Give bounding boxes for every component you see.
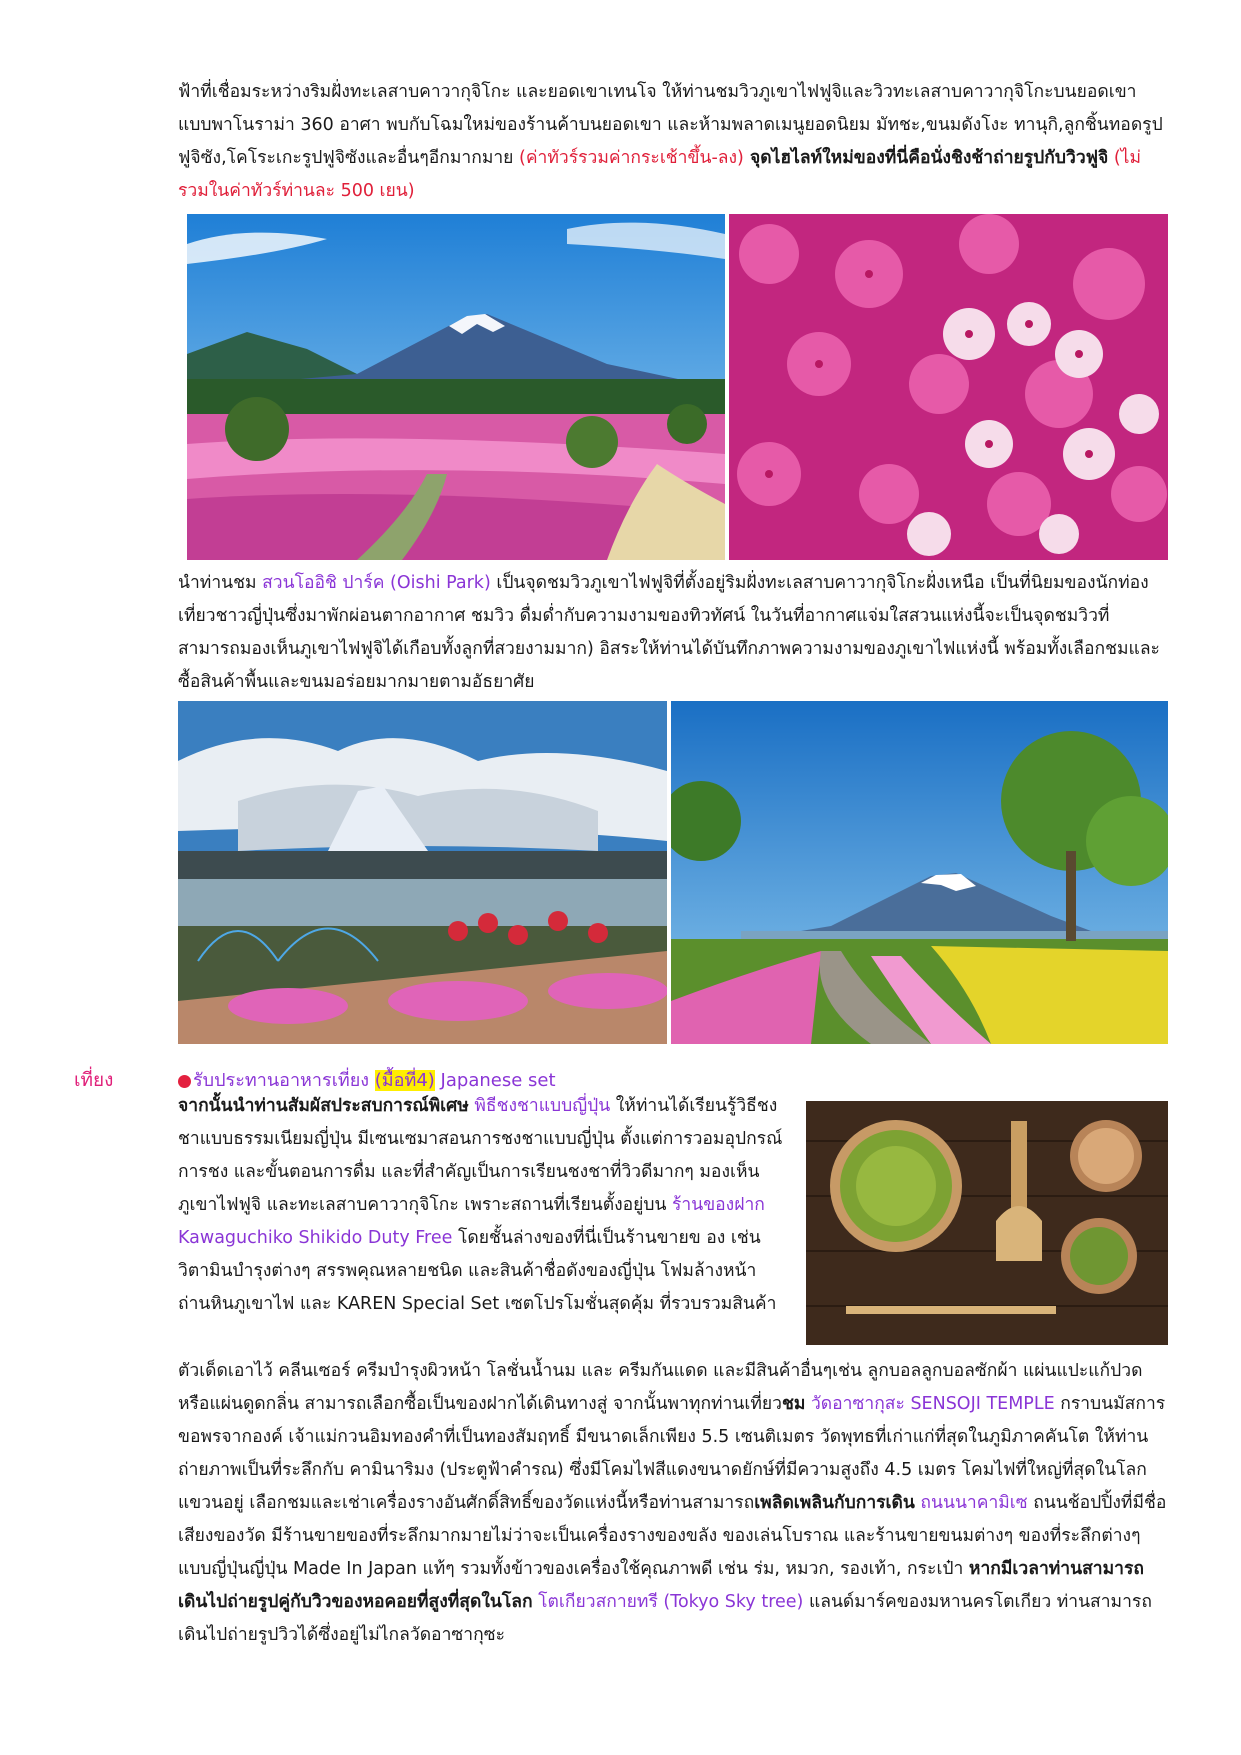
photo-fuji-shibazakura: [187, 214, 725, 560]
nakamise-link: ถนนนาคามิเซ: [914, 1493, 1028, 1513]
oishi-park-link: สวนโออิชิ ปาร์ค (Oishi Park): [262, 573, 491, 593]
tea-ceremony-paragraph: [178, 1090, 788, 1321]
photo-matcha-set: [806, 1101, 1168, 1345]
cont-bold-1: ชม: [781, 1394, 806, 1414]
plate-icon: [178, 1075, 191, 1088]
tokyo-skytree-link: โตเกียวสกายทรี (Tokyo Sky tree): [532, 1592, 804, 1612]
oishi-pre: นำท่านชม: [178, 573, 263, 593]
photo-oishi-park-tulips: [178, 701, 667, 1044]
cont-text-4: แลนด์มาร์คของมหานครโตเกียว ท่านสามารถเดินไปถ่ายรูปวิวได้ซึ่งอยู่ไม่ไกลวัดอาซากุซะ: [178, 1592, 1152, 1645]
shikido-duty-free-link: ร้านของฝาก Kawaguchiko Shikido Duty Free: [178, 1195, 765, 1248]
cont-text-3: ถนนช้อปปิ้งที่มีชื่อเสียงของวัด มีร้านขายของที่ระลึกมากมายไม่ว่าจะเป็นเครื่องรางของขลัง ของเล่นโบราณ และร้านขายขนมต่างๆ ของที่ระลึกต่างๆแบบญี่ปุ่นญี่ปุ่น Made In Japan แท้ๆ รวมทั้งข้าวของเครื่องใช้คุณภาพดี เช่น ร่ม, หมวก, รองเท้า, กระเป๋า: [178, 1493, 1167, 1579]
tea-text-1: ให้ท่านได้เรียนรู้วิธีชงชาแบบธรรมเนียมญี่ปุ่น มีเซนเซมาสอนการชงชาแบบญี่ปุ่น ตั้งแต่การวอมอุปกรณ์ การชง และขั้นตอนการดื่ม และที่สำคัญเป็นการเรียนชงชาที่วิวดีมากๆ มองเห็นภูเขาไฟฟูจิ และทะเลสาบคาวากุจิโกะ เพราะสถานที่เรียนตั้งอยู่บน: [178, 1096, 783, 1215]
photo-pink-phlox: [729, 214, 1168, 560]
cont-bold-2: เพลิดเพลินกับการเดิน: [754, 1493, 915, 1513]
swing-price-note: (ไม่รวมในค่าทัวร์ท่านละ 500 เยน): [178, 148, 1142, 201]
cont-bold-3: หากมีเวลาท่านสามารถเดินไปถ่ายรูปคู่กับวิวของหอคอยที่สูงที่สุดในโลก: [178, 1559, 1144, 1612]
cable-car-note: (ค่าทัวร์รวมค่ากระเช้าขึ้น-ลง): [519, 148, 744, 168]
oishi-park-paragraph: [178, 567, 1168, 699]
photo-oishi-park-path: [671, 701, 1168, 1044]
lunch-time-label: เที่ยง: [74, 1069, 114, 1091]
cont-text-1: ตัวเด็ดเอาไว้ คลีนเซอร์ ครีมบำรุงผิวหน้า โลชั่นน้ำนม และ ครีมกันแดด และมีสินค้าอื่นๆเช่น ลูกบอลลูกบอลซักผ้า แผ่นแปะแก้ปวด หรือแผ่นดูดกลิ่น สามารถเลือกซื้อเป็นของฝากได้เดินทางสู่ จากนั้นพาทุกท่านเที่ยว: [178, 1361, 1143, 1414]
tea-intro-bold: จากนั้นนำท่านสัมผัสประสบการณ์พิเศษ: [178, 1096, 469, 1116]
lunch-pre: รับประทานอาหารเที่ยง: [193, 1070, 375, 1091]
meal-number-badge: (มื้อที่4): [374, 1070, 435, 1091]
tea-ceremony-link: พิธีชงชาแบบญี่ปุ่น: [468, 1096, 611, 1116]
highlight-swing: จุดไฮไลท์ใหม่ของที่นี่คือนั่งชิงช้าถ่ายรูปกับวิวฟูจิ: [743, 148, 1109, 168]
intro-text: ฟ้าที่เชื่อมระหว่างริมฝั่งทะเลสาบคาวากุจิโกะ และยอดเขาเทนโจ ให้ท่านชมวิวภูเขาไฟฟูจิและวิวทะเลสาบคาวากุจิโกะบนยอดเขาแบบพาโนราม่า 360 อาศา พบกับโฉมใหม่ของร้านค้าบนยอดเขา และห้ามพลาดเมนูยอดนิยม มัทชะ,ขนมดังโงะ ทานุกิ,ลูกชิ้นทอดรูปฟูจิซัง,โคโระเกะรูปฟูจิซังและอื่นๆอีกมากมาย: [178, 82, 1163, 168]
oishi-text: เป็นจุดชมวิวภูเขาไฟฟูจิที่ตั้งอยู่ริมฝั่งทะเลสาบคาวากุจิโกะฝั่งเหนือ เป็นที่นิยมของนักท่องเที่ยวชาวญี่ปุ่นซึ่งมาพักผ่อนตากอากาศ ชมวิว ดื่มด่ำกับความงามของทิวทัศน์ ในวันที่อากาศแจ่มใสสวนแห่งนี้จะเป็นจุดชมวิวที่สามารถมองเห็นภูเขาไฟฟูจิได้เกือบทั้งลูกที่สวยงามมาก) อิสระให้ท่านได้บันทึกภาพความงามของภูเขาไฟแห่งนี้ พร้อมทั้งเลือกชมและซื้อสินค้าพื้นและขนมอร่อยมากมายตามอัธยาศัย: [178, 573, 1160, 692]
intro-paragraph: [178, 76, 1168, 208]
sensoji-temple-link: วัดอาซากุสะ SENSOJI TEMPLE: [805, 1394, 1055, 1414]
cont-text-2: กราบนมัสการขอพรจากองค์ เจ้าแม่กวนอิมทองคำที่เป็นทองสัมฤทธิ์ มีขนาดเล็กเพียง 5.5 เซนติเมตร วัดพุทธที่เก่าแก่ที่สุดในภูมิภาคคันโต ให้ท่านถ่ายภาพเป็นที่ระลึกกับ คามินาริมง (ประตูฟ้าคำรณ) ซึ่งมีโคมไฟสีแดงขนาดยักษ์ที่มีความสูงถึง 4.5 เมตร โคมไฟที่ใหญ่ที่สุดในโลกแขวนอยู่ เลือกชมและเช่าเครื่องรางอันศักดิ์สิทธิ์ของวัดแห่งนี้หรือท่านสามารถ: [178, 1394, 1166, 1513]
tea-text-2: โดยชั้นล่างของที่นี่เป็นร้านขายข อง เช่น วิตามินบำรุงต่างๆ สรรพคุณหลายชนิด และสินค้าชื่อดังของญี่ปุ่น โฟมล้างหน้าถ่านหินภูเขาไฟ และ KAREN Special Set เซตโปรโมชั่นสุดคุ้ม ที่รวบรวมสินค้า: [178, 1228, 777, 1314]
sensoji-paragraph: [178, 1355, 1168, 1652]
lunch-menu: Japanese set: [434, 1070, 556, 1091]
